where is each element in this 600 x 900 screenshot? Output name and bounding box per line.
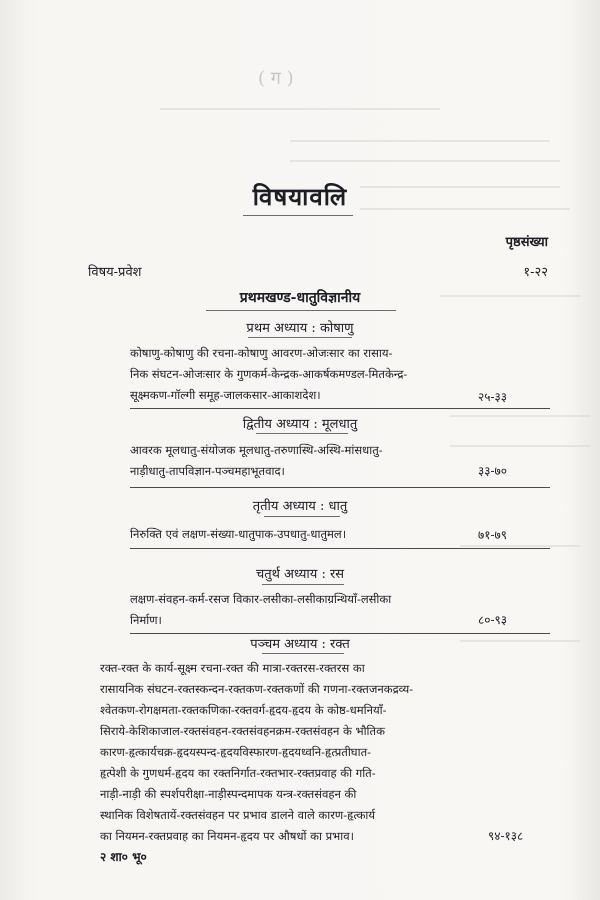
contents-line: कारण-हृत्कार्यचक्र-हृदयस्पन्द-हृदयविस्फारण-हृदयध्वनि-हृत्प्रतीघात-: [100, 745, 372, 759]
title-underline: [243, 215, 353, 216]
bleed-through-text: ( ग ): [0, 0, 600, 900]
chapter-underline: [262, 653, 344, 654]
chapter-heading: प्रथम अध्याय : कोषाणु: [246, 321, 354, 336]
chapter-pages: ८०-९३: [478, 613, 508, 627]
chapter-pages: ३३-७०: [478, 464, 508, 478]
contents-line: स्थानिक विशेषतायें-रक्तसंवहन पर प्रभाव डालने वाले कारण-हृत्कार्य: [100, 808, 376, 822]
chapter-heading: तृतीय अध्याय : धातु: [252, 499, 348, 514]
chapter-heading: द्वितीय अध्याय : मूलधातु: [242, 417, 358, 432]
contents-line: सूक्ष्मकण-गॉल्गी समूह-जालकसार-आकाशदेश।: [130, 388, 321, 402]
chapter-underline: [248, 337, 352, 338]
chapter-underline: [264, 516, 340, 517]
contents-line: निरुक्ति एवं लक्षण-संख्या-धातुपाक-उपधातु-धातुमल।: [130, 527, 347, 541]
intro-entry-label: विषय-प्रवेश: [88, 265, 142, 280]
contents-line: का नियमन-रक्तप्रवाह का नियमन-हृदय पर औषधों का प्रभाव।: [100, 829, 354, 843]
contents-line: निक संघटन-ओजःसार के गुणकर्म-केन्द्रक-आकर्षकमण्डल-मितकेन्द्र-: [130, 367, 408, 381]
chapter-underline: [262, 584, 344, 585]
intro-entry-pages: १-२२: [523, 265, 548, 280]
chapter-contents: [100, 658, 550, 847]
chapter-heading: पञ्चम अध्याय : रक्त: [250, 637, 350, 652]
chapter-separator: [130, 487, 550, 488]
chapter-pages: ९४-१३८: [488, 829, 524, 843]
chapter-separator: [130, 408, 550, 409]
chapter-pages: ७१-७९: [478, 528, 508, 542]
contents-line: हृत्पेशी के गुणधर्म-हृदय का रक्तनिर्गात-रक्तभार-रक्तप्रवाह की गति-: [100, 766, 376, 780]
contents-line: लक्षण-संवहन-कर्म-रसज विकार-लसीका-लसीकाग्रन्थियाँ-लसीका: [130, 592, 392, 606]
contents-line: आवरक मूलधातु-संयोजक मूलधातु-तरुणास्थि-अस्थि-मांसधातु-: [130, 443, 383, 457]
part-underline: [206, 310, 396, 311]
chapter-pages: २५-३३: [478, 390, 508, 404]
contents-line: श्वेतकण-रोगक्षमता-रक्तकणिका-रक्तवर्ग-हृदय-हृदय के कोष्ठ-धमनियाँ-: [100, 703, 387, 717]
contents-line: निर्माण।: [130, 613, 162, 627]
chapter-underline: [256, 433, 348, 434]
contents-line: रासायनिक संघटन-रक्तस्कन्दन-रक्तकण-रक्तकणों की गणना-रक्तजनकद्रव्य-: [100, 682, 414, 696]
contents-line: रक्त-रक्त के कार्य-सूक्ष्म रचना-रक्त की मात्रा-रक्तरस-रक्तरस का: [100, 661, 365, 675]
contents-line: कोषाणु-कोषाणु की रचना-कोषाणु आवरण-ओजःसार का रासाय-: [130, 346, 393, 360]
contents-line: नाड़ीधातु-तापविज्ञान-पञ्चमहाभूतवाद।: [130, 464, 285, 478]
signature-mark: २ शा० भू०: [100, 850, 147, 864]
contents-line: सिराये-केशिकाजाल-रक्तसंवहन-रक्तसंवहनक्रम-रक्तसंवहन के भौतिक: [100, 724, 385, 738]
page-title: विषयावलि: [252, 182, 348, 211]
part-heading: प्रथमखण्ड-धातुविज्ञानीय: [239, 290, 361, 306]
chapter-separator: [130, 548, 550, 549]
contents-line: नाड़ी-नाड़ी की स्पर्शपरीक्षा-नाड़ीस्पन्दमापक यन्त्र-रक्तसंवहन की: [100, 787, 357, 801]
chapter-heading: चतुर्थ अध्याय : रस: [255, 567, 345, 582]
page-number-column-label: पृष्ठसंख्या: [505, 235, 548, 250]
